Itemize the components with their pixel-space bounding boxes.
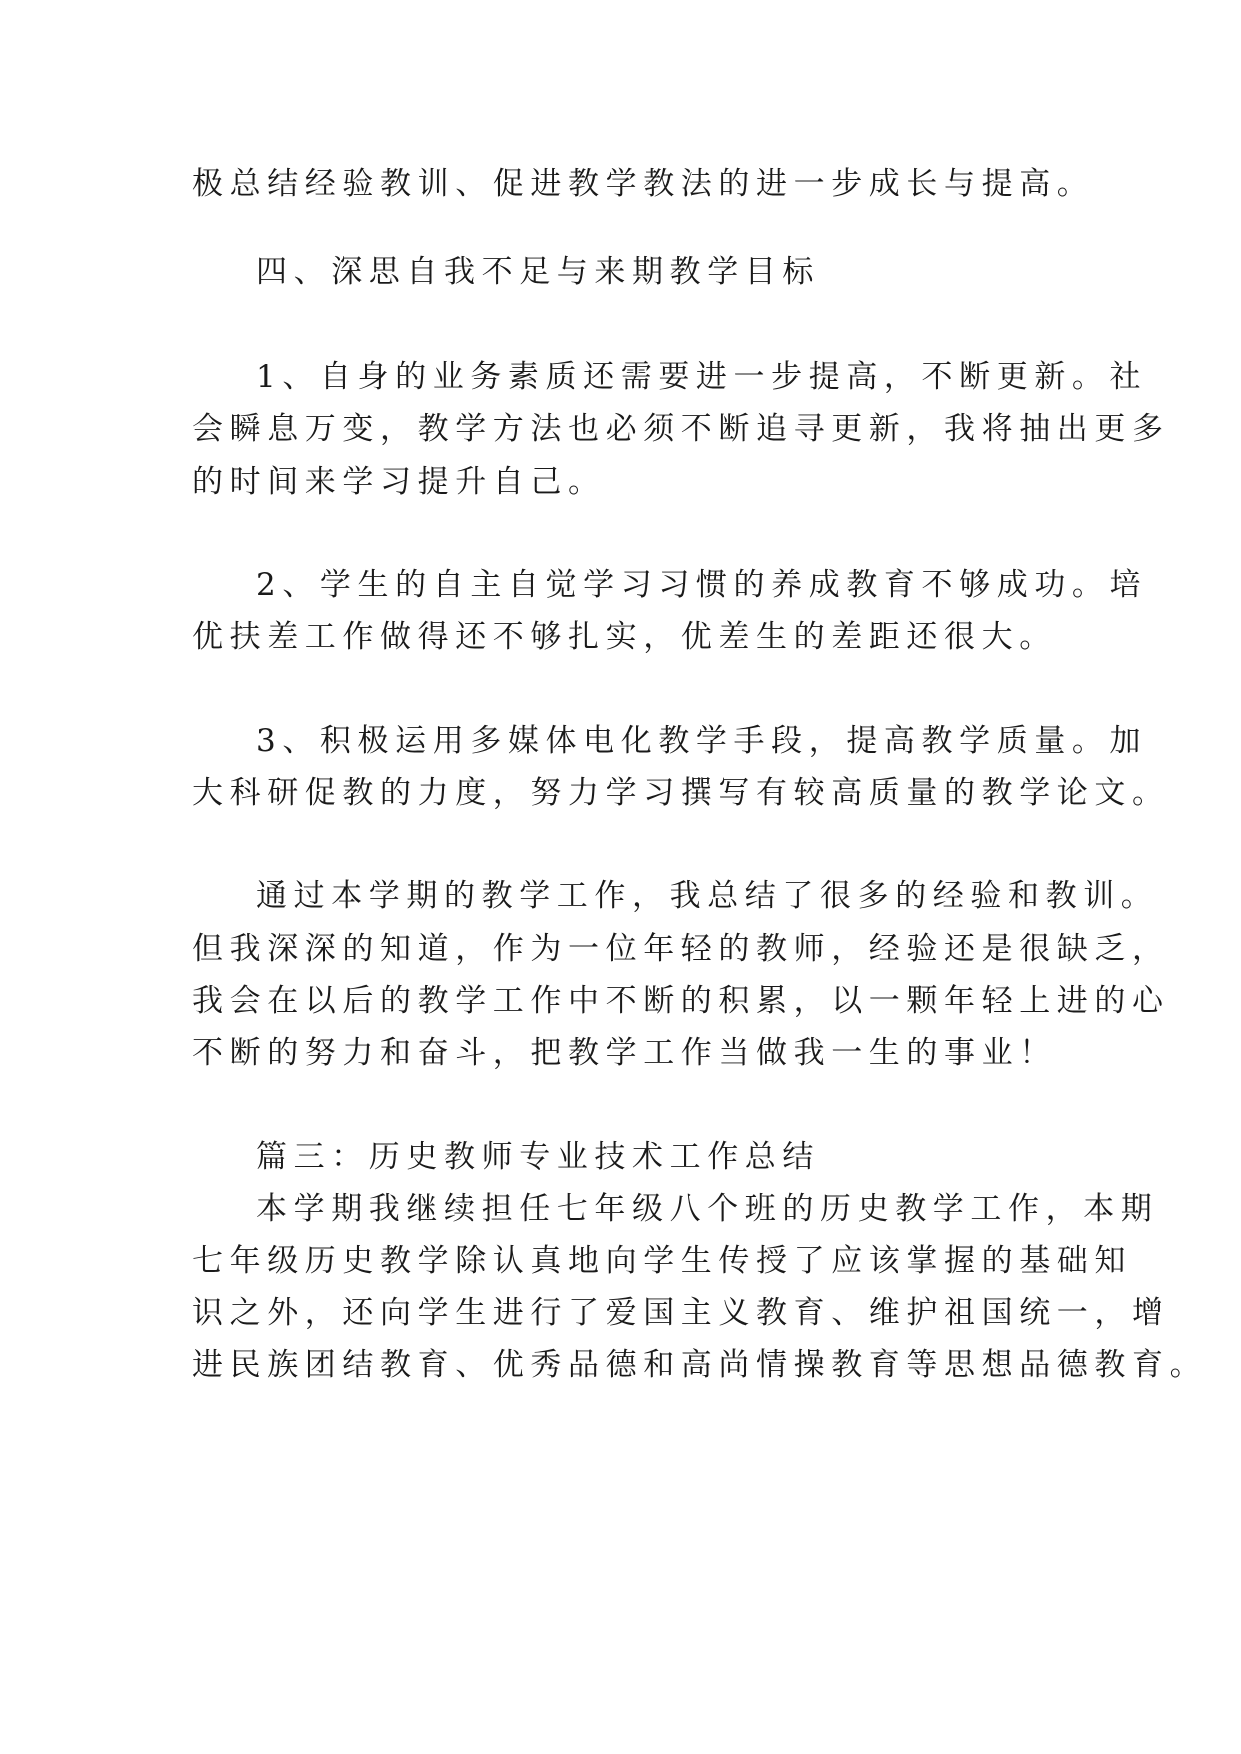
text-line: 大科研促教的力度，努力学习撰写有较高质量的教学论文。 xyxy=(192,775,1170,811)
text-line: 进民族团结教育、优秀品德和高尚情操教育等思想品德教育。 xyxy=(192,1347,1208,1383)
text-line: 2、学生的自主自觉学习习惯的养成教育不够成功。培 xyxy=(256,567,1148,603)
text-line: 的时间来学习提升自己。 xyxy=(192,464,606,500)
text-line: 我会在以后的教学工作中不断的积累，以一颗年轻上进的心 xyxy=(192,983,1170,1019)
text-line: 但我深深的知道，作为一位年轻的教师，经验还是很缺乏， xyxy=(192,931,1170,967)
text-line: 会瞬息万变，教学方法也必须不断追寻更新，我将抽出更多 xyxy=(192,411,1170,447)
text-line: 识之外，还向学生进行了爱国主义教育、维护祖国统一，增 xyxy=(192,1295,1170,1331)
text-line: 3、积极运用多媒体电化教学手段，提高教学质量。加 xyxy=(256,723,1148,759)
text-line: 通过本学期的教学工作，我总结了很多的经验和教训。 xyxy=(256,878,1159,914)
text-line: 1、自身的业务素质还需要进一步提高，不断更新。社 xyxy=(256,359,1148,395)
section-heading: 篇三：历史教师专业技术工作总结 xyxy=(256,1139,820,1175)
text-line: 极总结经验教训、促进教学教法的进一步成长与提高。 xyxy=(192,166,1095,202)
text-line: 本学期我继续担任七年级八个班的历史教学工作，本期 xyxy=(256,1191,1159,1227)
section-heading: 四、深思自我不足与来期教学目标 xyxy=(256,254,820,290)
text-line: 不断的努力和奋斗，把教学工作当做我一生的事业！ xyxy=(192,1035,1057,1071)
text-line: 优扶差工作做得还不够扎实，优差生的差距还很大。 xyxy=(192,619,1057,655)
text-line: 七年级历史教学除认真地向学生传授了应该掌握的基础知 xyxy=(192,1243,1132,1279)
